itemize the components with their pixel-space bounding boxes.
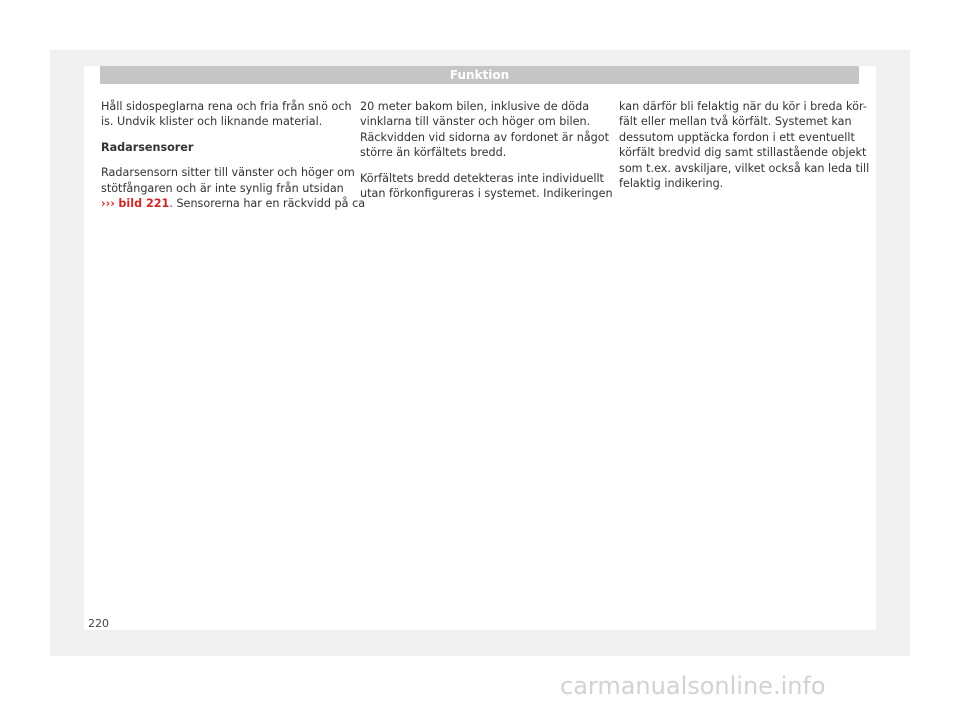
- text-line: kan därför bli felaktig när du kör i breda kör-: [619, 100, 867, 113]
- text-line: is. Undvik klister och liknande material.: [101, 115, 323, 129]
- text-line: fält eller mellan två körfält. Systemet kan: [619, 115, 852, 129]
- text-line: som t.ex. avskiljare, vilket också kan leda till: [619, 161, 870, 175]
- watermark-text: carmanualsonline.info: [560, 672, 826, 700]
- paragraph: [360, 171, 613, 202]
- paragraph: [101, 99, 352, 130]
- text-line: större än körfältets bredd.: [360, 146, 507, 160]
- page-number: 220: [88, 617, 109, 630]
- text-line: felaktig indikering.: [619, 177, 724, 191]
- text-line: körfält bredvid dig samt stillastående objekt: [619, 146, 867, 160]
- subheading-radarsensorer: Radarsensorer: [101, 140, 194, 154]
- paragraph: [360, 99, 610, 161]
- paragraph: [619, 99, 870, 191]
- text-line: stötfångaren och är inte synlig från utsidan: [101, 181, 344, 195]
- text-column-1: [101, 99, 366, 221]
- text-line: Räckvidden vid sidorna av fordonet är något: [360, 130, 610, 144]
- text-line: [101, 196, 366, 211]
- text-line: Körfältets bredd detekteras inte individuellt: [360, 171, 604, 185]
- text-column-2: [360, 99, 613, 211]
- text-line: Radarsensorn sitter till vänster och höger om: [101, 166, 355, 180]
- section-title: Funktion: [449, 68, 510, 82]
- figure-reference-link[interactable]: bild 221: [118, 197, 170, 211]
- text-column-3: [619, 99, 870, 201]
- reference-arrows: ›››: [101, 197, 115, 211]
- text-line: utan förkonfigureras i systemet. Indikeringen: [360, 187, 613, 201]
- paragraph: [101, 165, 366, 211]
- text-line: 20 meter bakom bilen, inklusive de döda: [360, 100, 590, 113]
- text-line: dessutom upptäcka fordon i ett eventuellt: [619, 130, 855, 144]
- text-line: Håll sidospeglarna rena och fria från snö och: [101, 100, 352, 113]
- text-line: vinklarna till vänster och höger om bilen.: [360, 115, 591, 129]
- text-fragment: . Sensorerna har en räckvidd på ca: [169, 197, 366, 211]
